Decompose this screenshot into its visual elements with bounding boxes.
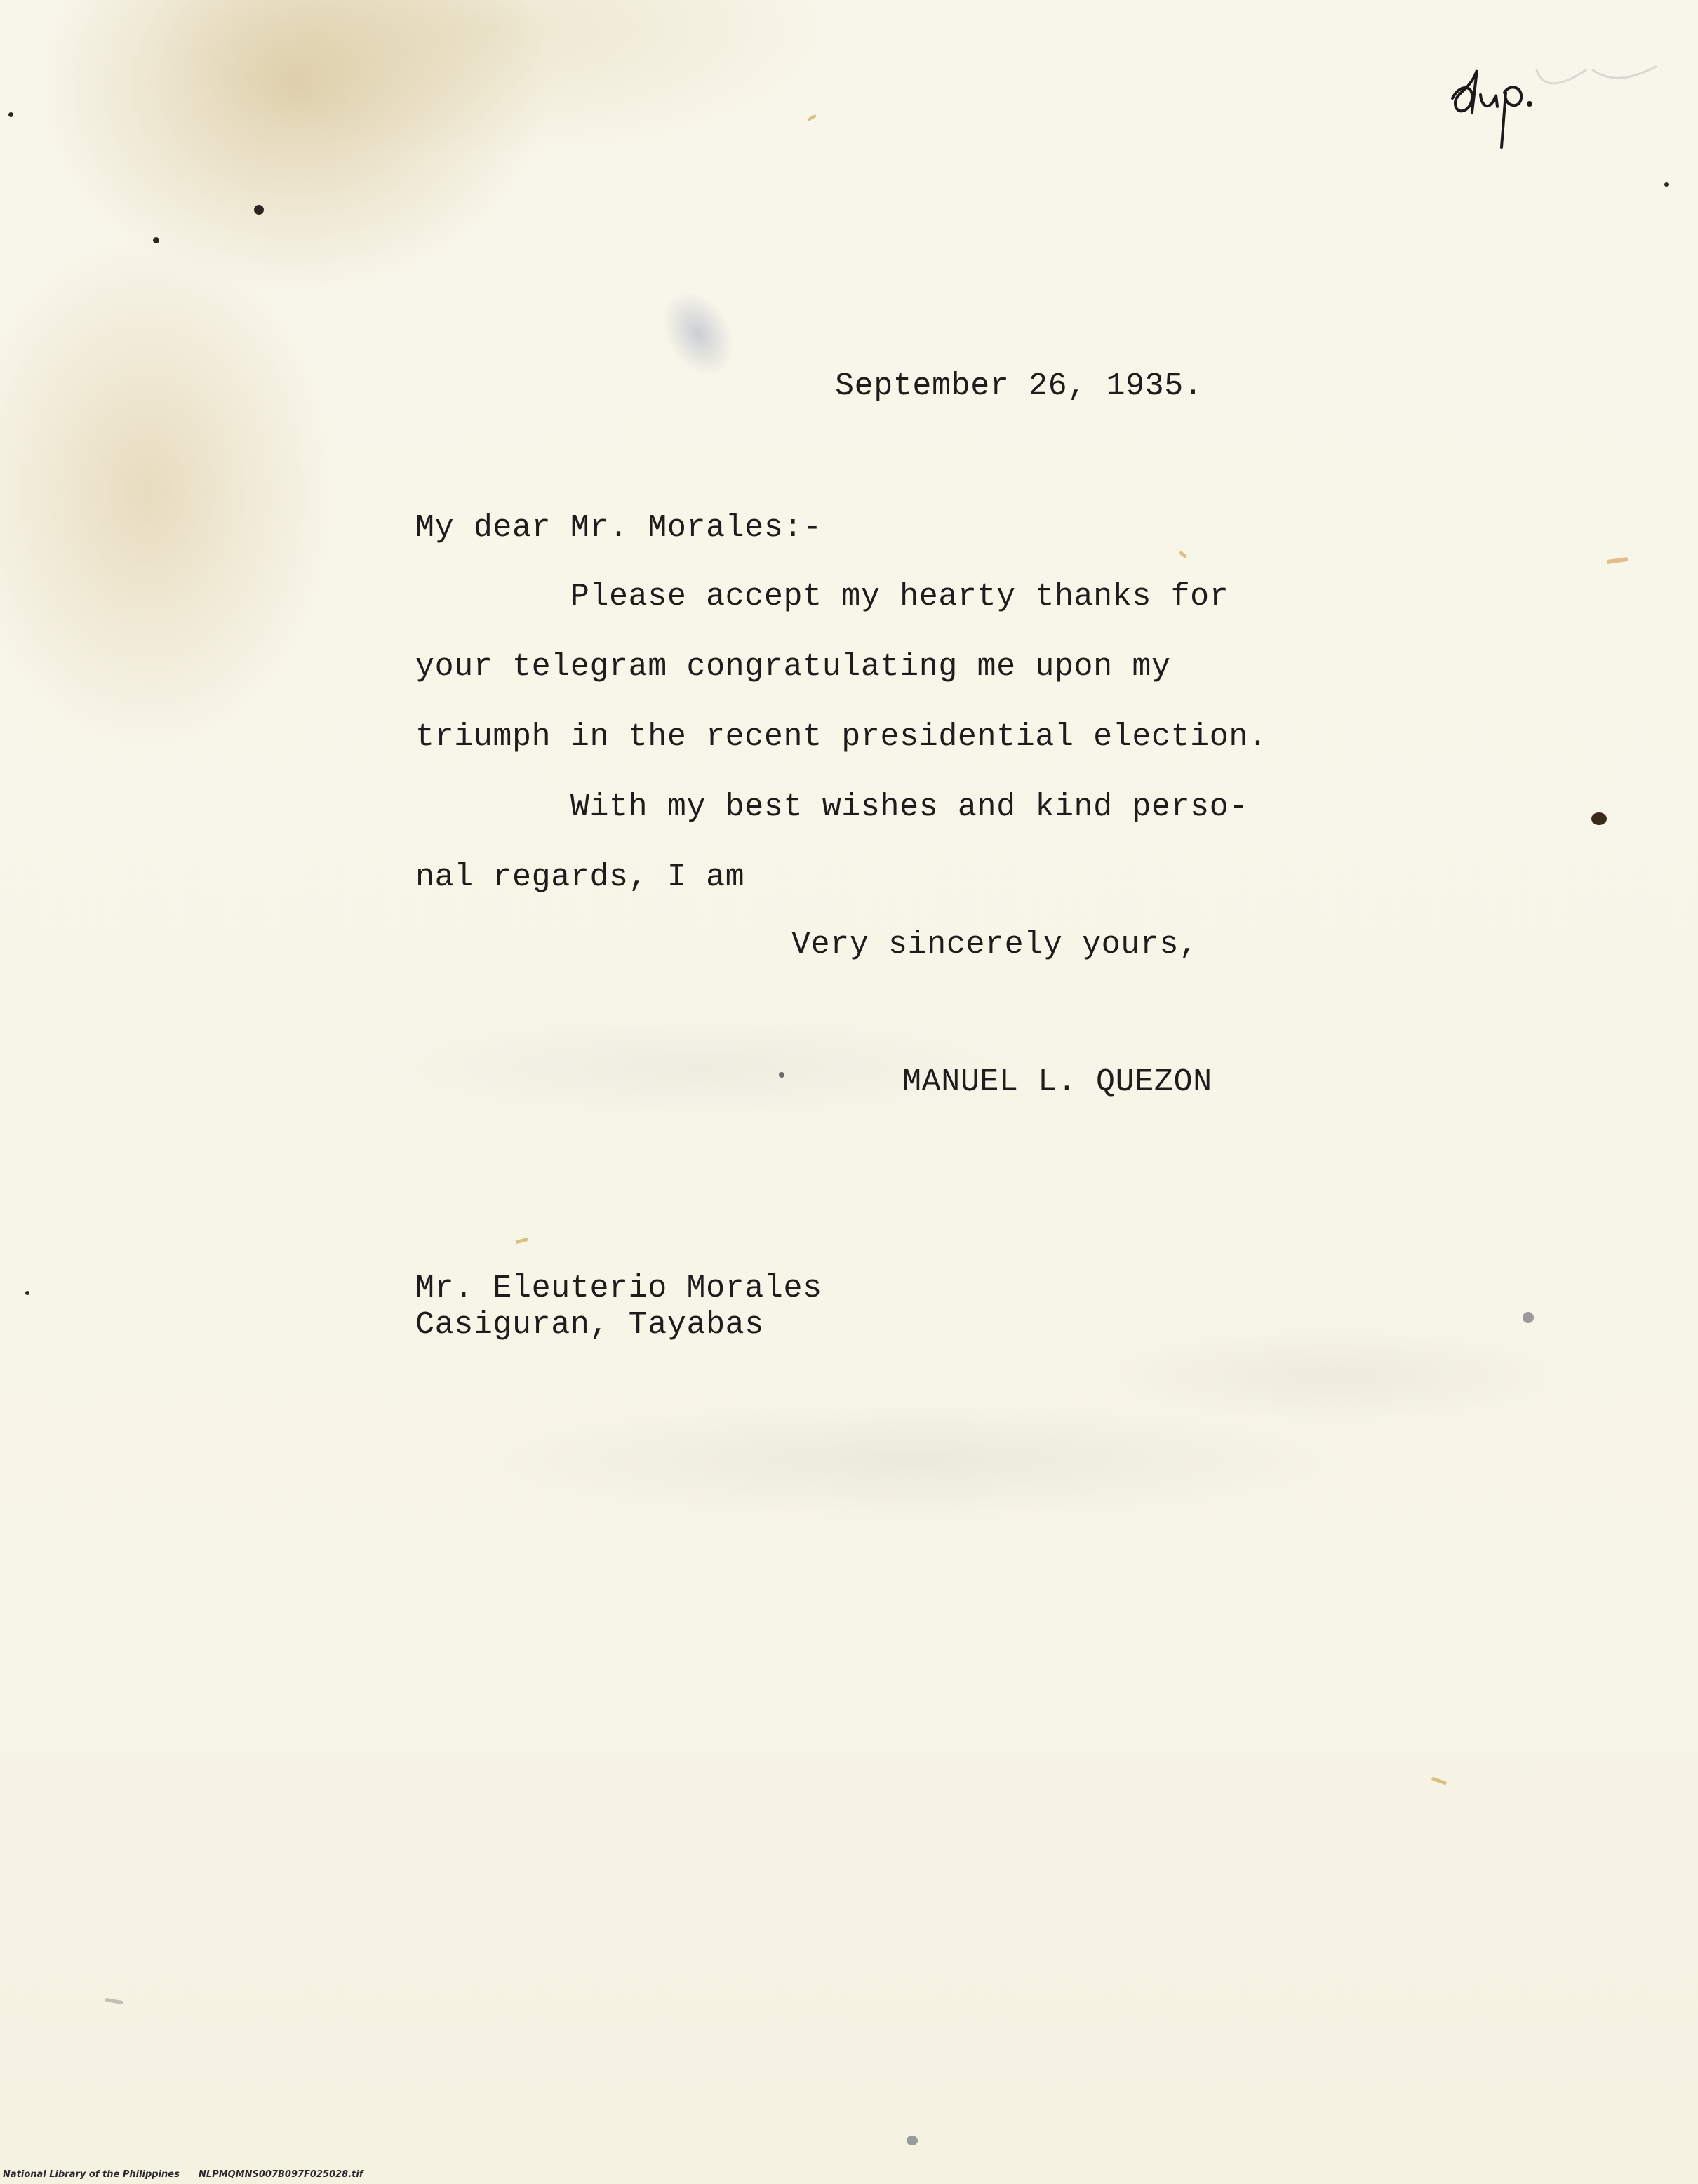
letter-body-line: your telegram congratulating me upon my: [415, 649, 1171, 685]
ink-smudge: [648, 278, 749, 389]
paper-speck: [25, 1291, 29, 1295]
letter-body-line: With my best wishes and kind perso-: [415, 789, 1248, 825]
letter-body-line: Please accept my hearty thanks for: [415, 579, 1229, 615]
paper-fleck: [1431, 1776, 1447, 1785]
paper-speck: [153, 237, 159, 243]
paper-speck: [907, 2136, 918, 2145]
paper-speck: [1523, 1312, 1534, 1323]
letter-signature: MANUEL L. QUEZON: [902, 1064, 1212, 1100]
letter-salutation: My dear Mr. Morales:-: [415, 510, 822, 546]
paper-speck: [779, 1072, 784, 1078]
archive-file-name: NLPMQMNS007B097F025028.tif: [199, 2169, 363, 2180]
paper-fleck: [1179, 551, 1187, 559]
paper-fleck: [807, 114, 817, 121]
letter-body-line: triumph in the recent presidential election.: [415, 719, 1268, 755]
paper-fleck: [105, 1998, 123, 2004]
paper-speck: [1591, 812, 1607, 825]
paper-speck: [254, 205, 264, 215]
recipient-name: Mr. Eleuterio Morales: [415, 1271, 822, 1306]
handwritten-note-dup: [1445, 28, 1670, 168]
letter-date: September 26, 1935.: [835, 368, 1203, 404]
archive-institution: National Library of the Philippines: [3, 2169, 180, 2180]
recipient-address: Casiguran, Tayabas: [415, 1307, 764, 1343]
paper-speck: [8, 112, 13, 117]
letter-closing: Very sincerely yours,: [791, 927, 1198, 963]
paper-fleck: [1607, 557, 1629, 564]
paper-fleck: [516, 1238, 529, 1244]
archive-footer: [3, 2169, 363, 2180]
letter-body-line: nal regards, I am: [415, 859, 745, 895]
paper-speck: [1664, 182, 1669, 187]
